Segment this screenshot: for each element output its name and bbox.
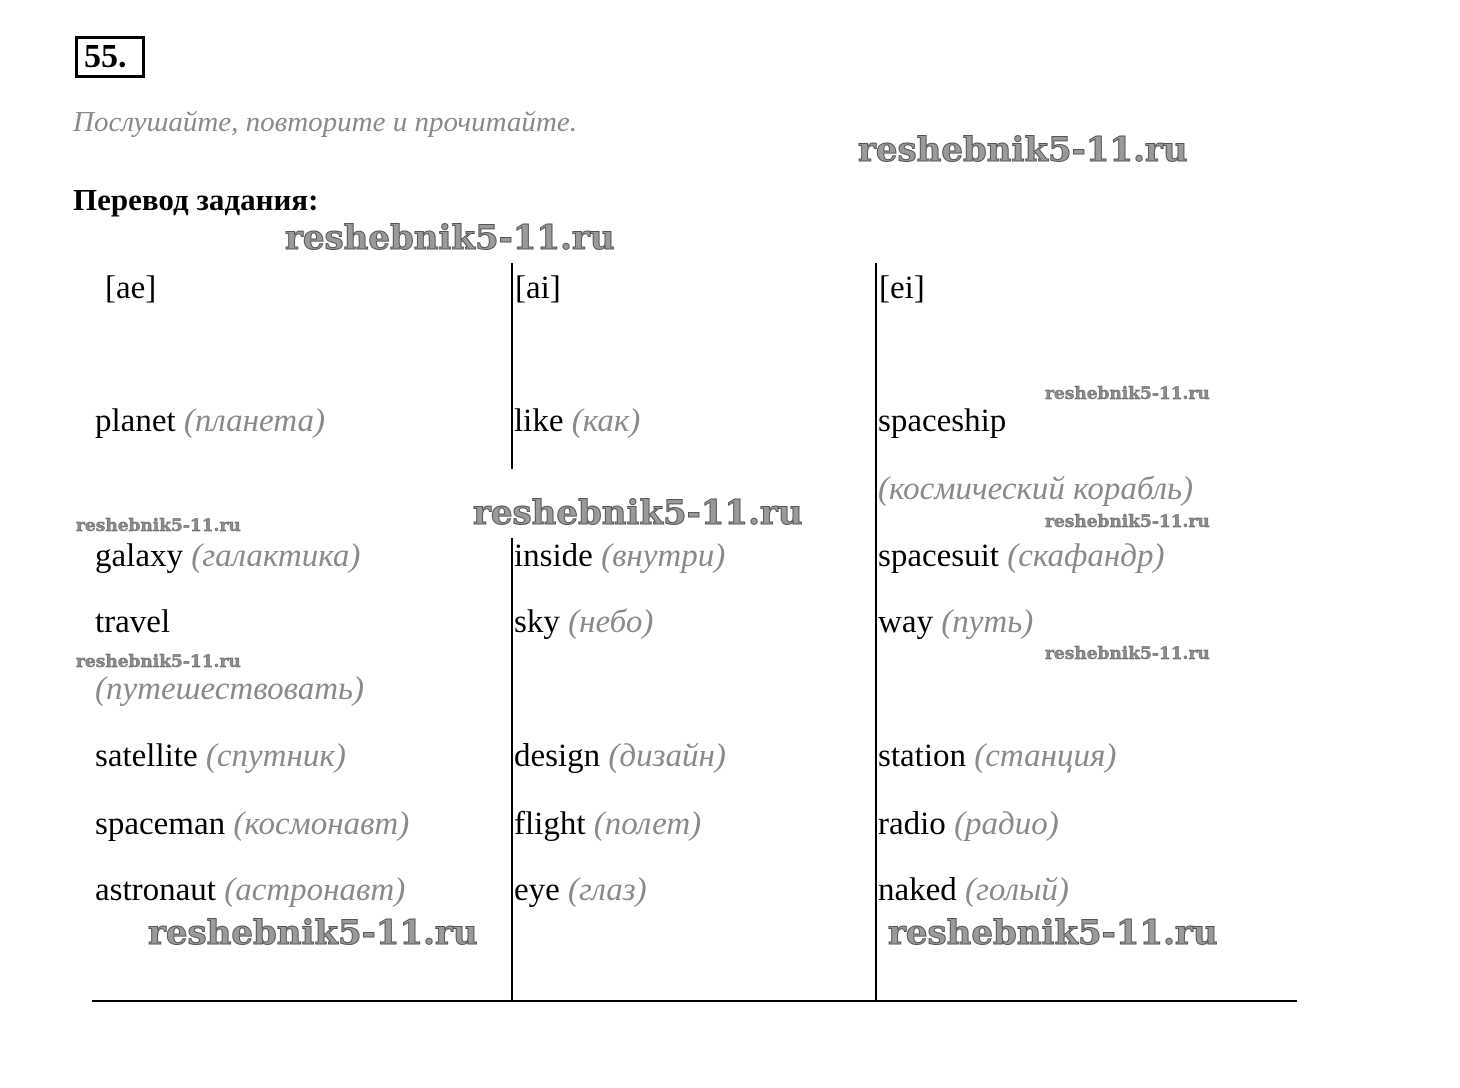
watermark: reshebnik5-11.ru <box>1045 384 1210 404</box>
word-entry <box>878 806 1059 843</box>
word-translation: (полет) <box>593 806 702 842</box>
word: travel <box>95 604 171 640</box>
word-translation: (космический корабль) <box>878 471 1194 507</box>
word-entry <box>95 806 409 843</box>
watermark: reshebnik5-11.ru <box>76 516 241 536</box>
word: galaxy <box>95 538 183 574</box>
word-translation: (путешествовать) <box>95 671 365 707</box>
table-bottom-rule <box>92 1000 1297 1002</box>
word-translation: (небо) <box>568 604 654 640</box>
exercise-number: 55. <box>75 36 145 78</box>
phoneme-ae: [ae] <box>105 270 157 306</box>
word-translation: (спутник) <box>205 738 346 774</box>
word: astronaut <box>95 872 216 908</box>
word-entry <box>878 738 1116 775</box>
word: radio <box>878 806 946 842</box>
phoneme-ei: [ei] <box>879 270 925 306</box>
word-entry <box>878 872 1069 909</box>
word-translation: (скафандр) <box>1007 538 1165 574</box>
word: naked <box>878 872 957 908</box>
watermark: reshebnik5-11.ru <box>285 218 615 258</box>
word-translation: (путь) <box>941 604 1034 640</box>
word: spaceman <box>95 806 226 842</box>
word-entry <box>514 738 726 775</box>
word-entry <box>878 403 1006 440</box>
word-entry <box>514 403 640 440</box>
watermark: reshebnik5-11.ru <box>888 913 1218 953</box>
watermark: reshebnik5-11.ru <box>76 652 241 672</box>
word-entry <box>95 538 360 575</box>
word-translation: (галактика) <box>191 538 361 574</box>
word-translation: (как) <box>571 403 641 439</box>
word-entry <box>514 538 725 575</box>
word: station <box>878 738 966 774</box>
word: spaceship <box>878 403 1007 439</box>
exercise-instruction: Послушайте, повторите и прочитайте. <box>73 106 577 138</box>
phoneme-ai: [ai] <box>515 270 561 306</box>
word-entry <box>514 604 653 641</box>
watermark: reshebnik5-11.ru <box>1045 512 1210 532</box>
word: flight <box>514 806 586 842</box>
watermark: reshebnik5-11.ru <box>858 130 1188 170</box>
word: inside <box>514 538 593 574</box>
column-divider <box>875 263 877 1002</box>
column-divider <box>511 263 513 469</box>
column-divider <box>511 538 513 1002</box>
word: satellite <box>95 738 198 774</box>
word: sky <box>514 604 560 640</box>
word-entry <box>95 403 325 440</box>
word-translation: (космонавт) <box>233 806 410 842</box>
word: spacesuit <box>878 538 999 574</box>
word: like <box>514 403 564 439</box>
watermark: reshebnik5-11.ru <box>473 493 803 533</box>
word-entry <box>95 604 170 641</box>
word-translation: (астронавт) <box>224 872 406 908</box>
word-entry <box>95 738 346 775</box>
word-entry <box>878 538 1164 575</box>
word-entry <box>95 872 405 909</box>
word-translation: (станция) <box>974 738 1117 774</box>
word-translation: (радио) <box>954 806 1059 842</box>
word: way <box>878 604 933 640</box>
word-entry <box>878 604 1033 641</box>
word: design <box>514 738 601 774</box>
word-translation: (внутри) <box>601 538 726 574</box>
word: planet <box>95 403 176 439</box>
translation-heading: Перевод задания: <box>73 182 319 217</box>
word-translation: (дизайн) <box>608 738 726 774</box>
word-entry <box>514 872 647 909</box>
word-translation: (планета) <box>183 403 325 439</box>
watermark: reshebnik5-11.ru <box>148 913 478 953</box>
watermark: reshebnik5-11.ru <box>1045 644 1210 664</box>
word-entry <box>514 806 701 843</box>
word: eye <box>514 872 560 908</box>
word-translation: (голый) <box>965 872 1069 908</box>
word-translation: (глаз) <box>568 872 647 908</box>
